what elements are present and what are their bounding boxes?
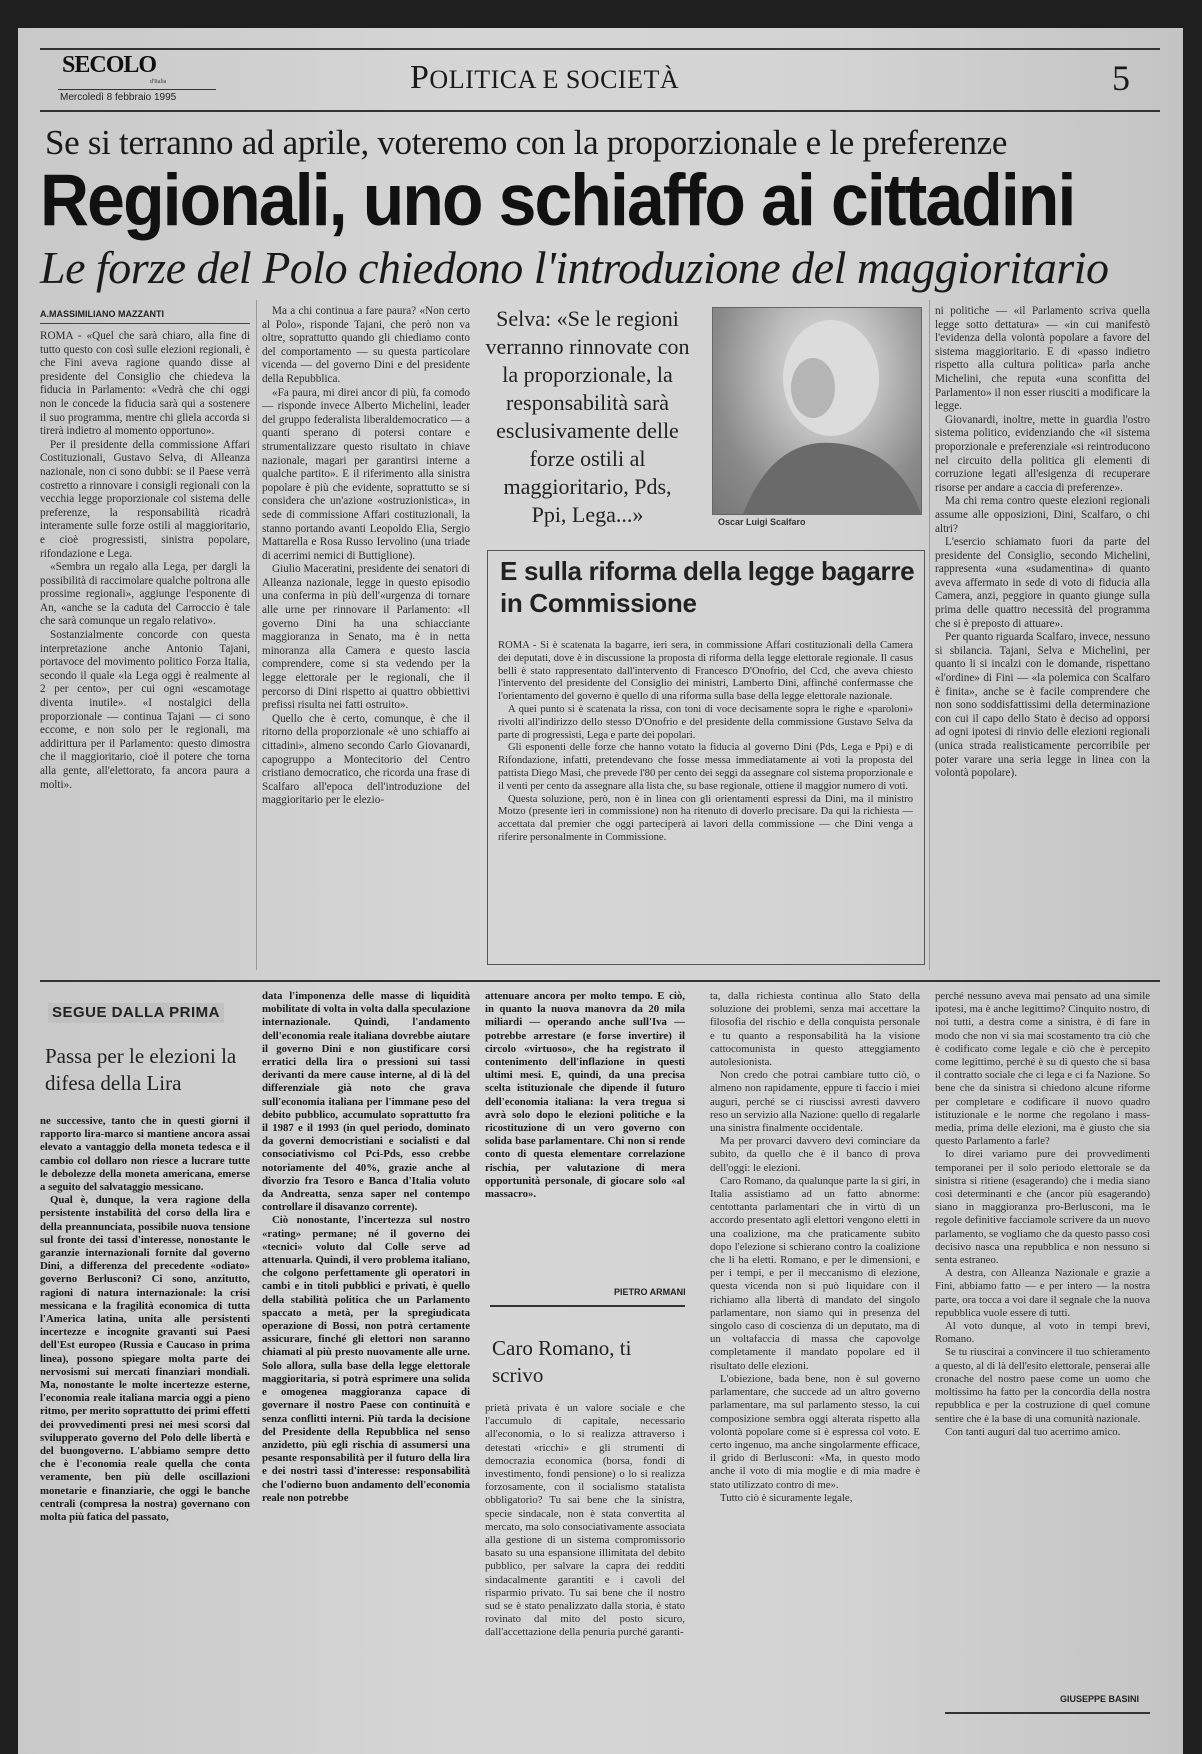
caro-romano-column-1 <box>485 1402 685 1715</box>
section-title-rest: OLITICA E SOCIETÀ <box>429 65 680 94</box>
logo-rule <box>58 89 216 90</box>
paragraph: data l'imponenza delle masse di liquidità mobilitate di volta in volta dalla speculazione internazionale. Quindi, l'andamento dell'economia reale italiana dovrebbe aiutare il governo Dini e non giustificare corsi erratici della lira o pressioni sui tassi derivanti da mere cause interne, al di là del differenziale già noto che grava sull'economia italiana per l'immane peso del debito pubblico, accumulato soprattutto fra il 1987 e il 1993 (in quel periodo, dominato da governi democristiani e socialisti e dal consociativismo col Pci-Pds, esso crebbe notoriamente del 40%, grazie anche al divorzio fra Tesoro e Banca d'Italia voluto da Andreatta, senza saper nel contempo controllare il disavanzo corrente). <box>262 990 470 1214</box>
paragraph: Giulio Maceratini, presidente dei senatori di Alleanza nazionale, legge in questo episodio una conferma in più dell'«urgenza di tornare alle urne per rinnovare il Parlamento: «Il governo Dini ha una schiacciante maggioranza in Senato, ma è in netta minoranza alla Camera e questo lascia comprendere, come si sta vedendo per la legge elettorale per le regionali, che il percorso di Dini rispetto ai quattro obbiettivi prefissi risulta nei fatti ostruito». <box>262 563 470 712</box>
section-title <box>410 58 679 100</box>
lead-column-2 <box>262 305 470 970</box>
issue-date: Mercoledì 8 febbraio 1995 <box>60 92 177 103</box>
caro-romano-column-3 <box>935 990 1150 1685</box>
scalfaro-photo <box>712 307 922 515</box>
paragraph: «Sembra un regalo alla Lega, per dargli la possibilità di raccimolare qualche poltrona alle prossime regionali», aggiunge l'esponente di An, «anche se la caduta del Carroccio è tale che sarà comunque un regalo relativo». <box>40 561 250 628</box>
paragraph: Con tanti auguri dal tuo acerrimo amico. <box>945 1425 1121 1438</box>
paragraph: Questa soluzione, però, non è in linea con gli orientamenti espressi da Dini, ma il ministro Motzo (presente ieri in commissione) non ha ritenuto di doverlo precisare. Da qui la richiesta — accettata dal premier che oggi parteciperà ai lavori della commissione — che Dini venga a riferire personalmente in Commissione. <box>498 793 913 843</box>
paragraph: ROMA - Si è scatenata la bagarre, ieri sera, in commissione Affari costituzionali della Camera dei deputati, dove è in discussione la proposta di riforma della legge elettorale regionale. Il casus belli è stato rappresentato dall'intervento di Francesco D'Onofrio, del Ccd, che aveva chiesto l'intervento del presidente del Consiglio dei ministri, Lamberto Dini, affinché confermasse che l'orientamento del governo è quello di una riforma sulla base della legge elettorale nazionale. <box>498 640 913 703</box>
lead-column-1 <box>40 330 250 970</box>
paragraph: Ciò nonostante, l'incertezza sul nostro «rating» permane; né il governo dei «tecnici» voluto dal Colle serve ad attenuarla. Quindi, il vero problema italiano, che colgono perfettamente gli operatori in cambi e in titoli pubblici e privati, è quello della stabilità politica che un Parlamento spaccato a metà, per la spregiudicata operazione di Bossi, non potrà certamente assicurare, finché gli elettori non saranno chiamati al più presto nuovamente alle urne. Solo allora, sulla base della legge elettorale maggioritaria, si potrà esprimere una solida e omogenea maggioranza capace di governare il nostro Paese con continuità e senza conflitti interni. Più tarda la decisione del Presidente della Repubblica nel senso anzidetto, più egli rischia di assumersi una pesante responsabilità per il futuro della lira e dei nostri tassi d'interesse: responsabilità che l'odierno buon andamento dell'economia reale non potrebbe <box>262 1214 470 1504</box>
lira-column-2 <box>262 990 470 1715</box>
paragraph: Gli esponenti delle forze che hanno votato la fiducia al governo Dini (Pds, Lega e Ppi) e di Rifondazione, infatti, pretendevano che fosse messa immediatamente ai voti la proposta del pattista Diego Masi, che prevede l'80 per cento dei seggi da assegnare col sistema proporzionale e il venti per cento da assegnare alla lista che, su base regionale, ottiene il maggior numero di voti. <box>498 742 913 792</box>
newspaper-logo: SECOLO <box>62 52 157 78</box>
boxed-story-title: E sulla riforma della legge bagarre in Commissione <box>500 556 915 618</box>
paragraph: Ma per provarci davvero devi cominciare da subito, da quello che è il banco di prova dell'oggi: le elezioni. <box>710 1135 920 1174</box>
paragraph: Per quanto riguarda Scalfaro, invece, nessuno si sbilancia. Tajani, Selva e Michelini, per quanto li si incalzi con le domande, rispettano «l'ordine» di Fini — «la polemica con Scalfaro è finita», anche se è facile comprendere che non sono soddisfattissimi della determinazione con cui il capo dello Stato è deciso ad opporsi ad ogni ipotesi di rinvio delle elezioni regionali (unica strada realisticamente percorribile per poter varare una seria legge in linea con la volontà popolare). <box>935 631 1150 780</box>
article-title-caro-romano: Caro Romano, ti scrivo <box>492 1336 632 1387</box>
column-rule <box>256 300 257 970</box>
paragraph: «Fa paura, mi direi ancor di più, fa comodo — risponde invece Alberto Michelini, leader del gruppo federalista liberaldemocratico — a quanti sperano di potersi contare e strumentalizzare questo risultato in chiave nazionale, magari per garantirsi interne a qualche partito». E il riferimento alla sinistra popolare è più che evidente, soprattutto se si considera che un'azione «ostruzionistica», in sede di commissione Affari costituzionali, la stanno portando avanti Leopoldo Elia, Sergio Mattarella e Rosa Russo Iervolino (una triade di acerrimi nemici di Buttiglione). <box>262 386 470 562</box>
paragraph: L'obiezione, bada bene, non è sul governo parlamentare, che succede ad un altro governo parlamentare, ma sul parlamento stesso, la cui composizione sembra oggi alterata rispetto alla volontà popolare come si è espressa col voto. E certo ingenuo, ma anche singolarmente efficace, il grido di Berlusconi: «Ma, in questo modo anche il voto di mia moglie e di mia madre è stato utilizzato contro di me». <box>710 1372 920 1491</box>
paragraph: Tutto ciò è sicuramente legale, <box>720 1491 853 1504</box>
masthead-rule <box>40 110 1160 112</box>
lead-kicker: Se si terranno ad aprile, voteremo con la proporzionale e le preferenze <box>45 123 1008 162</box>
lira-column-1 <box>40 1115 250 1715</box>
caro-romano-column-2 <box>710 990 920 1715</box>
paragraph: attenuare ancora per molto tempo. E ciò, in quanto la nuova manovra da 20 mila miliardi — operando anche sull'Iva — potrebbe arrestare (e forse invertire) il circolo «virtuoso», che ha registrato il contenimento dell'inflazione in questi ultimi mesi. E, quindi, da una precisa scelta istituzionale che dipende il futuro dell'economia italiana: la vera tregua si avrà solo dopo le elezioni politiche e la ricostituzione di un vero governo con solida base parlamentare. Chi non si rende conto di questa elementare correlazione rischia, per valutazione di mera opportunità personale, di giocare solo «al massacro». <box>485 990 685 1201</box>
paragraph: ROMA - «Quel che sarà chiaro, alla fine di tutto questo con così sulle elezioni regionali, è che Fini aveva ragione quando disse al presidente del Consiglio che chiedeva la fiducia in Parlamento: «Vedrà che chi oggi non le concede la fiducia sarà qui a sostenere il suo programma, mentre chi gliela accorda si tirerà indietro al momento opportuno». <box>40 330 250 438</box>
paragraph: A quei punto si è scatenata la rissa, con toni di voce decisamente sopra le righe e «paroloni» rivolti all'indirizzo dello stesso D'Onofrio e del presidente della commissione Gustavo Selva da parte di progressisti, Lega e parte dei popolari. <box>498 703 913 741</box>
column-rule <box>929 300 930 970</box>
lead-headline: Regionali, uno schiaffo ai cittadini <box>40 160 1075 241</box>
paragraph: Sostanzialmente concorde con questa interpretazione anche Antonio Tajani, portavoce del movimento politico Forza Italia, secondo il quale «la Lega oggi è realmente al 2 per cento», per cui ogni «escamotage diventa inutile». «I nostalgici della proporzionale — continua Tajani — ci sono eccome, e non solo per le regionali, ma addirittura per il Parlamento: questo dimostra che il maggioritario, cioè il potere che torna alla gente, all'elettorato, fa ancora paura a molti». <box>40 629 250 791</box>
lead-subhead: Le forze del Polo chiedono l'introduzione del maggioritario <box>40 242 1109 293</box>
lead-byline: A.MASSIMILIANO MAZZANTI <box>40 309 250 324</box>
boxed-story-body <box>498 640 913 958</box>
pullquote: Selva: «Se le regioni verranno rinnovate con la proporzionale, la responsabilità sarà esclusivamente delle forze ostili al maggioritario, Pds, Ppi, Lega...» <box>485 306 690 527</box>
paragraph: prietà privata è un valore sociale e che l'accumulo di capitale, necessario all'economia, o lo si realizza attraverso i detestati «ricchi» e gli strumenti di democrazia economica (borsa, fondi di investimento, fondi pensione) o lo si realizza forzosamente, con il socialismo statalista obbligatorio? Tu sai bene che la sinistra, specie sindacale, non è stata convertita al mercato, ma solo consociativamente associata alla gestione di un sistema compromissorio basato su una espansione illimitata del debito pubblico, per salvare la capra dei redditi sindacalmente garantiti e i cavoli del risparmio privato. Tu sai bene che il nostro sud se è stato penalizzato dalla storia, è stato rovinato dal mito del posto sicuro, dall'accettazione della penuria purché garanti- <box>485 1402 685 1639</box>
portrait-silhouette-icon <box>713 308 921 514</box>
bottom-rule <box>945 1712 1150 1714</box>
paragraph: Ma a chi continua a fare paura? «Non certo al Polo», risponde Tajani, che però non va oltre, soprattutto quando gli chiediamo conto del comportamento — su questa particolare vicenda — del governo Dini e del presidente della Repubblica. <box>262 305 470 385</box>
photo-caption: Oscar Luigi Scalfaro <box>718 517 806 527</box>
paragraph: Quello che è certo, comunque, è che il ritorno della proporzionale «è uno schiaffo ai cittadini», almeno secondo Carlo Giovanardi, capogruppo a Montecitorio del Centro cristiano democratico, che ricorda una frase di Scalfaro all'epoca dell'introduzione del maggioritario per le elezio- <box>262 712 470 807</box>
paragraph: Qual è, dunque, la vera ragione della persistente instabilità del corso della lira e della preannunciata, possibile nuova tensione sul fronte dei tassi d'interesse, nonostante le garanzie internazionali fornite dal governo Dini, a differenza del precedente «odiato» governo Berlusconi? Ci sono, anzitutto, ragioni di natura internazionale: la crisi messicana e la fragilità economica di tutta l'America latina, unita alle persistenti incertezze e incognite gravanti sui Paesi dell'Est europeo (Russia e Caucaso in prima linea), possono spiegare molta parte dei nervosismi sui mercati finanziari mondiali. Ma, nonostante le molte incertezze esterne, l'economia reale italiana marcia oggi a pieno ritmo, per merito soprattutto dei primi effetti dei provvedimenti presi nei mesi scorsi dal svilupperato governo del Polo delle libertà e del buongoverno. L'abbiamo sempre detto che è l'economia reale quella che conta veramente, ben più delle oscillazioni monetarie e finanziarie, che oggi le banche centrali (compresa la nostra) governano con molta più fatica del passato, <box>40 1194 250 1524</box>
section-divider <box>40 980 1160 982</box>
article-title-lira: Passa per le elezioni la difesa della Lira <box>45 1044 237 1095</box>
paragraph: L'esercio schiamato fuori da parte del presidente del Consiglio, secondo Michelini, rappresenta «una «sudamentina» di quanto aveva affermato in sede di voto di fiducia alla Camera, anzi, peggiore in quanto giunge sulla prima delle quattro necessità del programma che si è preposto di attuare». <box>935 536 1150 630</box>
section-title-initial: P <box>410 59 430 96</box>
signature-basini: GIUSEPPE BASINI <box>1060 1694 1140 1704</box>
paragraph: ne successive, tanto che in questi giorni il rapporto lira-marco si mantiene ancora assai elevato a vantaggio della moneta tedesca e il cambio col dollaro non riesce a lucrare tutte le debolezze della moneta americana, emerse a seguito del salvataggio messicano. <box>40 1115 250 1194</box>
newspaper-logo-sub: d'Italia <box>150 79 167 85</box>
paragraph: ni politiche — «il Parlamento scriva quella legge sotto dettatura» — «in cui manifestò l'evidenza della volontà popolare a favore del sistema maggioritario. E di «passo indietro rispetto alla cultura politica» parla anche Michelini, che reputa «una sconfitta del Parlamento» il non esser riusciti a modificare la legge. <box>935 305 1150 413</box>
paragraph: Ma chi rema contro queste elezioni regionali assume alle opposizioni, Dini, Scalfaro, o chi altri? <box>935 495 1150 535</box>
paragraph: ta, dalla richiesta continua allo Stato della soluzione dei problemi, senza mai accettare la filosofia del rischio e della conquista personale e tu quanto a responsabilità ha la visione cattocomunista in questo atteggiamento autolesionista. <box>710 990 920 1069</box>
article-divider <box>490 1305 685 1307</box>
paragraph: perché nessuno aveva mai pensato ad una simile ipotesi, ma è anche legittimo? Cinquito nostro, di noi tutti, a destra come a sinistra, è di fare in modo che non vi sia mai scostamento tra ciò che è codificato come legale e ciò che è percepito come legittimo, perché è su di questo che si basa il contratto sociale che ci lega e ci fa Nazione. So bene che da sinistra si chiedono alcune riforme per completare e codificare il nuovo quadro istituzionale e le norme che regolano i mass-media, prima delle elezioni, ma è giusto che sia questo Parlamento a farle? <box>935 990 1150 1148</box>
paragraph: Non credo che potrai cambiare tutto ciò, o almeno non rapidamente, eppure ti faccio i miei auguri, perché se ci riuscissi avresti davvero reso un servizio alla Nazione: quello di regalarle una sinistra finalmente occidentale. <box>710 1069 920 1135</box>
paragraph: Caro Romano, da qualunque parte la si giri, in Italia assistiamo ad un fatto abnorme: centottanta parlamentari che in virtù di un accordo presentato agli elettori vengono eletti in una coalizione, ma che praticamente subito dopo l'elezione si schierano contro la coalizione che li ha eletti. Romano, e per le dimensioni, e per i tempi, e per il meccanismo di elezione, questa vicenda non si può liquidare con il richiamo alla libertà di mandato del singolo parlamentare, non siamo qui in presenza del singolo caso di coscienza di un deputato, ma di un voltafaccia di massa che capovolge completamente il mandato popolare ed il risultato delle elezioni. <box>710 1174 920 1372</box>
lira-column-3 <box>485 990 685 1280</box>
paragraph: Al voto dunque, al voto in tempi brevi, Romano. <box>935 1320 1150 1346</box>
segue-label: SEGUE DALLA PRIMA <box>48 1003 224 1023</box>
paragraph: A destra, con Alleanza Nazionale e grazie a Fini, abbiamo fatto — e per intero — la nostra parte, ora tocca a voi dare il segnale che la nuova repubblica vuole essere di tutti. <box>935 1267 1150 1319</box>
signature-armani: PIETRO ARMANI <box>614 1287 686 1297</box>
paragraph: Se tu riuscirai a convincere il tuo schieramento a questo, al di là dell'esito elettorale, penserai alle cronache del nostro paese come un uomo che moltissimo ha fatto per la concordia della nostra repubblica e per la costruzione di quel comune sentire che è la base di una comunità nazionale. <box>935 1346 1150 1425</box>
top-rule <box>40 48 1160 50</box>
page-number: 5 <box>1112 58 1130 98</box>
lead-column-3 <box>935 305 1150 970</box>
paragraph: Per il presidente della commissione Affari Costituzionali, Gustavo Selva, di Alleanza nazionale, non ci sono dubbi: se il Paese verrà costretto a rinnovare i consigli regionali con la vecchia legge proporzionale col sistema delle preferenze, la responsabilità ricadrà interamente sulle forze ostili al maggioritario, e cioè progressisti, sinistra popolare, rifondazione e Lega. <box>40 438 250 560</box>
paragraph: Giovanardi, inoltre, mette in guardia l'ostro sistema politico, evidenziando che «il sistema proporzionale e preferenziale «si reintroducono nel circuito della politica gli elementi di corruzione legati all'esigenza di recuperare risorse per andare a caccia di preferenze». <box>935 413 1150 494</box>
paragraph: Io direi varìamo pure dei provvedimenti temporanei per il solo periodo elettorale se da sinistra si ritiene (esagerando) che i media siano così determinanti e che (ancor più esagerando) siano in maggioranza pro-Berlusconi, ma le regole definitive facciamole scrivere da un nuovo parlamento, se vogliamo che da questo passo così decisivo nasca una repubblica e non nessuno si senta estraneo. <box>935 1148 1150 1267</box>
